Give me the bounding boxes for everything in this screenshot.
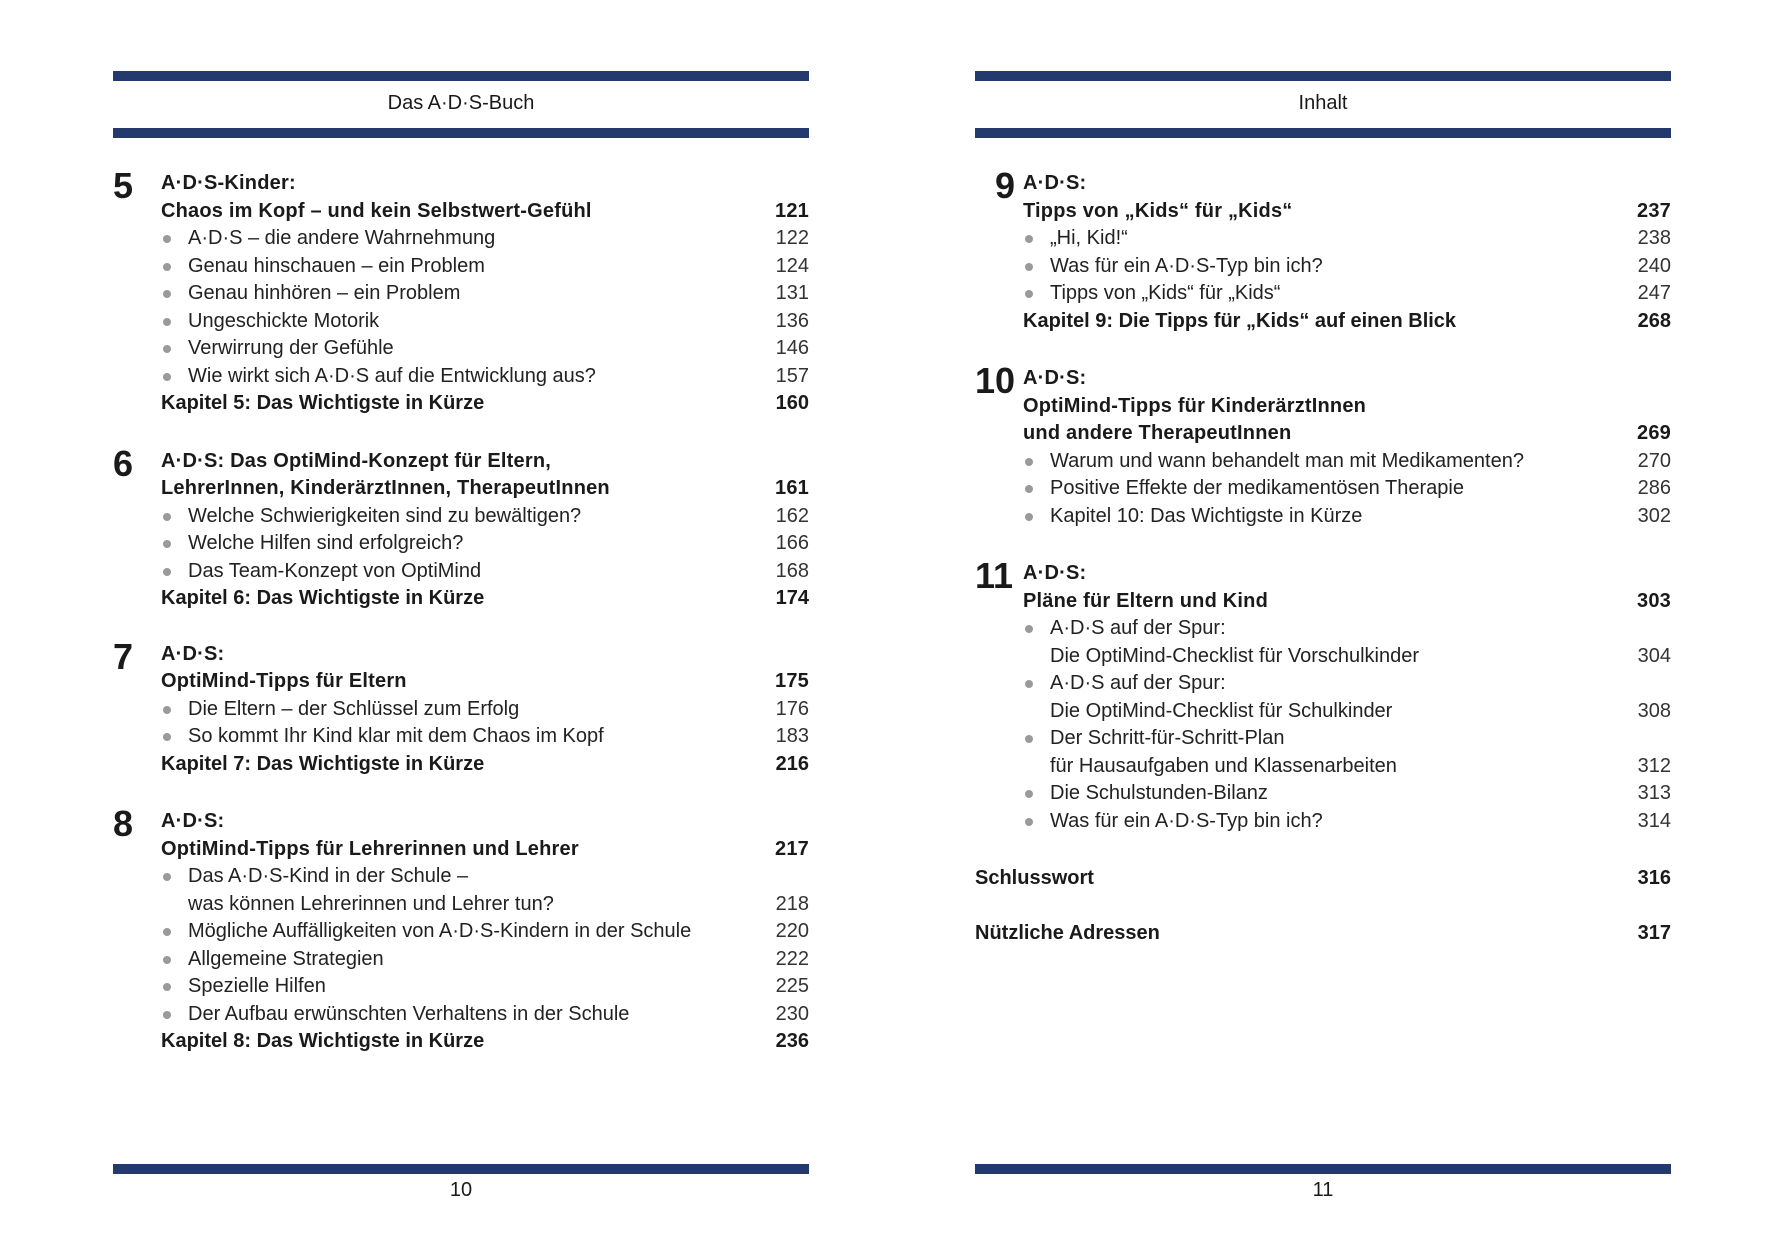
chapter-title-line [1023, 198, 1671, 226]
entry-title: Die Eltern – der Schlüssel zum Erfolg [188, 697, 520, 720]
page-number: 11 [1312, 1179, 1334, 1201]
entry-line [188, 723, 809, 751]
entry-page-number: 157 [775, 364, 809, 387]
chapter-number: 6 [113, 442, 134, 484]
bullet-icon [1025, 818, 1033, 826]
entry-line [188, 335, 809, 363]
chapter-summary [161, 751, 809, 779]
bullet-icon [163, 568, 171, 576]
chapter-entry [975, 555, 1671, 835]
list-item [1023, 225, 1671, 253]
chapter-page-number: 303 [1637, 589, 1671, 612]
entry-line [188, 280, 809, 308]
chapter-title-line [161, 198, 809, 226]
entry-title: Mögliche Auffälligkeiten von A·D·S-Kindern in der Schule [188, 920, 692, 942]
entry-title: Kapitel 10: Das Wichtigste in Kürze [1050, 504, 1363, 527]
entry-line [188, 225, 809, 253]
chapter-title-line [161, 836, 809, 864]
bullet-icon [163, 235, 171, 243]
list-item [161, 696, 809, 724]
chapter-title-text: Pläne für Eltern und Kind [1023, 589, 1269, 612]
back-matter-page-number: 317 [1637, 921, 1671, 944]
list-item [1023, 615, 1671, 670]
entry-title: A·D·S auf der Spur: [1050, 672, 1226, 694]
summary-page-number: 216 [775, 752, 809, 775]
header-rule-bottom [113, 128, 809, 138]
entry-page-number: 146 [775, 337, 809, 359]
chapter-title-text: A·D·S: [161, 810, 225, 832]
chapter-number: 5 [113, 165, 134, 206]
entry-line [1050, 615, 1671, 643]
entry-title: „Hi, Kid!“ [1050, 227, 1128, 249]
entry-page-number: 302 [1637, 504, 1671, 527]
entry-title: Positive Effekte der medikamentösen Therapie [1050, 477, 1464, 499]
entry-line [1050, 780, 1671, 808]
chapter-title-text: und andere TherapeutInnen [1023, 422, 1292, 444]
list-item [1023, 725, 1671, 780]
list-item [161, 225, 809, 253]
list-item [1023, 280, 1671, 308]
bullet-icon [163, 345, 171, 353]
entry-line [1050, 725, 1671, 753]
page-number: 10 [449, 1179, 473, 1201]
list-item [1023, 780, 1671, 808]
entry-title: Was für ein A·D·S-Typ bin ich? [1050, 254, 1323, 277]
entry-title: was können Lehrerinnen und Lehrer tun? [188, 892, 554, 915]
chapter-page-number: 161 [775, 477, 809, 499]
list-item [161, 253, 809, 281]
entry-title: Die OptiMind-Checklist für Vorschulkinder [1050, 644, 1420, 667]
chapter-summary [161, 585, 809, 613]
chapter-title-line [1023, 420, 1671, 448]
bullet-icon [163, 263, 171, 271]
left-page [113, 0, 809, 1258]
entry-line [1050, 280, 1671, 308]
chapter-title-text: A·D·S: [1023, 367, 1087, 389]
right-page [975, 0, 1671, 1258]
entry-page-number: 124 [775, 254, 809, 277]
chapter-entry [113, 635, 809, 779]
chapter-title-text: OptiMind-Tipps für KinderärztInnen [1023, 394, 1367, 417]
chapter-title-text: A·D·S: Das OptiMind-Konzept für Eltern, [161, 449, 551, 472]
summary-page-number: 174 [775, 587, 809, 609]
back-matter-item [975, 865, 1671, 893]
bullet-icon [163, 318, 171, 326]
chapter-number: 8 [113, 803, 134, 844]
chapter-title-text: Tipps von „Kids“ für „Kids“ [1023, 199, 1293, 222]
chapter-entry [113, 803, 809, 1056]
entry-title: Allgemeine Strategien [188, 947, 384, 970]
entry-title: Verwirrung der Gefühle [188, 337, 394, 359]
entry-page-number: 240 [1637, 254, 1671, 277]
entry-line [1050, 225, 1671, 253]
entry-line [188, 891, 809, 919]
entry-title: Spezielle Hilfen [188, 975, 326, 997]
bullet-icon [163, 956, 171, 964]
list-item [1023, 503, 1671, 531]
entry-title: Warum und wann behandelt man mit Medikamenten? [1050, 449, 1524, 472]
entry-page-number: 176 [775, 697, 809, 720]
chapter-summary [1023, 308, 1671, 336]
entry-page-number: 136 [775, 309, 809, 332]
entry-title: Der Schritt-für-Schritt-Plan [1050, 727, 1285, 749]
chapter-title-line [161, 808, 809, 836]
bullet-icon [163, 873, 171, 881]
header-rule-top [975, 71, 1671, 81]
chapter-page-number: 175 [775, 670, 809, 692]
list-item [161, 973, 809, 1001]
entry-page-number: 166 [775, 532, 809, 554]
bullet-icon [1025, 458, 1033, 466]
back-matter-item [975, 920, 1671, 948]
entry-title: Das A·D·S-Kind in der Schule – [188, 865, 469, 887]
bullet-icon [1025, 235, 1033, 243]
entry-line [1050, 808, 1671, 836]
list-item [161, 1001, 809, 1029]
entry-title: Welche Hilfen sind erfolgreich? [188, 532, 464, 554]
chapter-title-line [1023, 365, 1671, 393]
entry-page-number: 168 [775, 559, 809, 582]
chapter-number: 11 [975, 555, 1014, 596]
entry-page-number: 218 [775, 892, 809, 915]
chapter-title-line [1023, 170, 1671, 198]
list-item [1023, 670, 1671, 725]
entry-page-number: 286 [1637, 477, 1671, 499]
entry-line [188, 308, 809, 336]
entry-page-number: 122 [775, 227, 809, 249]
bullet-icon [1025, 735, 1033, 743]
bullet-icon [1025, 680, 1033, 688]
list-item [161, 280, 809, 308]
bullet-icon [163, 733, 171, 741]
entry-title: Ungeschickte Motorik [188, 309, 380, 332]
back-matter-title: Schlusswort [975, 867, 1094, 889]
bullet-icon [163, 513, 171, 521]
entry-line [188, 1001, 809, 1029]
entry-title: Das Team-Konzept von OptiMind [188, 559, 482, 582]
entry-line [188, 363, 809, 391]
list-item [161, 335, 809, 363]
footer-rule [975, 1164, 1671, 1174]
summary-page-number: 268 [1637, 309, 1671, 332]
entry-title: Was für ein A·D·S-Typ bin ich? [1050, 809, 1323, 832]
entry-line [1050, 448, 1671, 476]
chapter-number: 10 [975, 360, 1016, 401]
list-item [1023, 253, 1671, 281]
bullet-icon [1025, 263, 1033, 271]
entry-title: Wie wirkt sich A·D·S auf die Entwicklung aus? [188, 364, 596, 387]
chapter-title-text: LehrerInnen, KinderärztInnen, TherapeutInnen [161, 477, 610, 499]
list-item [161, 946, 809, 974]
table-of-contents [113, 165, 809, 1086]
bullet-icon [163, 706, 171, 714]
bullet-icon [163, 290, 171, 298]
summary-page-number: 160 [775, 392, 809, 414]
chapter-entry [113, 442, 809, 613]
entry-line [1050, 253, 1671, 281]
back-matter-page-number: 316 [1637, 867, 1671, 889]
entry-page-number: 162 [775, 504, 809, 527]
chapter-page-number: 217 [775, 837, 809, 860]
bullet-icon [1025, 513, 1033, 521]
summary-page-number: 236 [775, 1030, 809, 1052]
list-item [161, 558, 809, 586]
entry-title: A·D·S – die andere Wahrnehmung [188, 227, 496, 249]
entry-page-number: 247 [1637, 282, 1671, 304]
entry-page-number: 314 [1637, 809, 1671, 832]
list-item [161, 918, 809, 946]
entry-page-number: 304 [1637, 644, 1671, 667]
back-matter-title: Nützliche Adressen [975, 921, 1160, 944]
entry-page-number: 131 [775, 282, 809, 304]
list-item [1023, 448, 1671, 476]
chapter-title-text: OptiMind-Tipps für Eltern [161, 670, 407, 692]
list-item [161, 723, 809, 751]
chapter-title-line [161, 170, 809, 198]
entry-page-number: 230 [775, 1002, 809, 1025]
bullet-icon [1025, 485, 1033, 493]
chapter-title-line [1023, 560, 1671, 588]
entry-line [188, 530, 809, 558]
entry-page-number: 238 [1637, 227, 1671, 249]
list-item [161, 363, 809, 391]
entry-title: Genau hinhören – ein Problem [188, 282, 461, 304]
chapter-entry [975, 165, 1671, 335]
entry-page-number: 222 [775, 947, 809, 970]
list-item [1023, 808, 1671, 836]
chapter-number: 9 [995, 165, 1016, 206]
bullet-icon [1025, 625, 1033, 633]
entry-line [1050, 503, 1671, 531]
entry-page-number: 270 [1637, 449, 1671, 472]
entry-line [188, 253, 809, 281]
entry-page-number: 308 [1637, 699, 1671, 722]
bullet-icon [163, 1011, 171, 1019]
chapter-title-text: A·D·S: [1023, 562, 1087, 584]
entry-title: So kommt Ihr Kind klar mit dem Chaos im Kopf [188, 725, 604, 747]
bullet-icon [163, 983, 171, 991]
entry-line [1050, 753, 1671, 781]
entry-line [188, 503, 809, 531]
entry-line [188, 918, 809, 946]
list-item [1023, 475, 1671, 503]
entry-title: für Hausaufgaben und Klassenarbeiten [1050, 754, 1397, 777]
chapter-title-line [161, 475, 809, 503]
bullet-icon [163, 928, 171, 936]
summary-title: Kapitel 9: Die Tipps für „Kids“ auf einen Blick [1023, 309, 1457, 332]
chapter-title-line [161, 448, 809, 476]
chapter-title-text: Chaos im Kopf – und kein Selbstwert-Gefühl [161, 199, 592, 222]
entry-title: Tipps von „Kids“ für „Kids“ [1050, 282, 1281, 304]
entry-title: Welche Schwierigkeiten sind zu bewältigen? [188, 504, 582, 527]
entry-line [1050, 475, 1671, 503]
entry-title: Genau hinschauen – ein Problem [188, 254, 485, 277]
entry-line [188, 946, 809, 974]
entry-line [1050, 698, 1671, 726]
chapter-title-line [1023, 588, 1671, 616]
chapter-title-line [1023, 393, 1671, 421]
chapter-entry [975, 360, 1671, 530]
bullet-icon [163, 540, 171, 548]
chapter-title-line [161, 668, 809, 696]
chapter-page-number: 121 [775, 199, 809, 222]
list-item [161, 503, 809, 531]
list-item [161, 530, 809, 558]
summary-title: Kapitel 7: Das Wichtigste in Kürze [161, 752, 485, 775]
entry-page-number: 220 [775, 920, 809, 942]
entry-title: A·D·S auf der Spur: [1050, 617, 1226, 639]
chapter-title-line [161, 641, 809, 669]
entry-page-number: 313 [1637, 782, 1671, 804]
entry-line [1050, 643, 1671, 671]
header-rule-bottom [975, 128, 1671, 138]
footer-rule [113, 1164, 809, 1174]
summary-title: Kapitel 6: Das Wichtigste in Kürze [161, 587, 485, 609]
table-of-contents [975, 165, 1671, 974]
back-matter [975, 865, 1671, 947]
bullet-icon [163, 373, 171, 381]
entry-line [188, 558, 809, 586]
chapter-number: 7 [113, 635, 134, 677]
entry-line [188, 863, 809, 891]
chapter-summary [161, 1028, 809, 1056]
chapter-title-text: A·D·S-Kinder: [161, 172, 296, 194]
summary-title: Kapitel 8: Das Wichtigste in Kürze [161, 1030, 485, 1052]
bullet-icon [1025, 290, 1033, 298]
entry-line [188, 973, 809, 1001]
chapter-title-text: A·D·S: [161, 642, 225, 665]
entry-page-number: 183 [775, 725, 809, 747]
running-head: Das A·D·S-Buch [387, 92, 535, 114]
chapter-summary [161, 390, 809, 418]
chapter-entry [113, 165, 809, 418]
chapter-title-text: A·D·S: [1023, 172, 1087, 194]
header-rule-top [113, 71, 809, 81]
list-item [161, 308, 809, 336]
entry-title: Die Schulstunden-Bilanz [1050, 782, 1268, 804]
entry-line [1050, 670, 1671, 698]
running-head: Inhalt [1298, 92, 1348, 114]
chapter-title-text: OptiMind-Tipps für Lehrerinnen und Lehrer [161, 837, 579, 860]
entry-title: Der Aufbau erwünschten Verhaltens in der Schule [188, 1002, 630, 1025]
chapter-page-number: 269 [1637, 422, 1671, 444]
entry-page-number: 225 [775, 975, 809, 997]
chapter-page-number: 237 [1637, 199, 1671, 222]
entry-line [188, 696, 809, 724]
entry-title: Die OptiMind-Checklist für Schulkinder [1050, 699, 1393, 722]
entry-page-number: 312 [1637, 754, 1671, 777]
list-item [161, 863, 809, 918]
summary-title: Kapitel 5: Das Wichtigste in Kürze [161, 392, 485, 414]
bullet-icon [1025, 790, 1033, 798]
